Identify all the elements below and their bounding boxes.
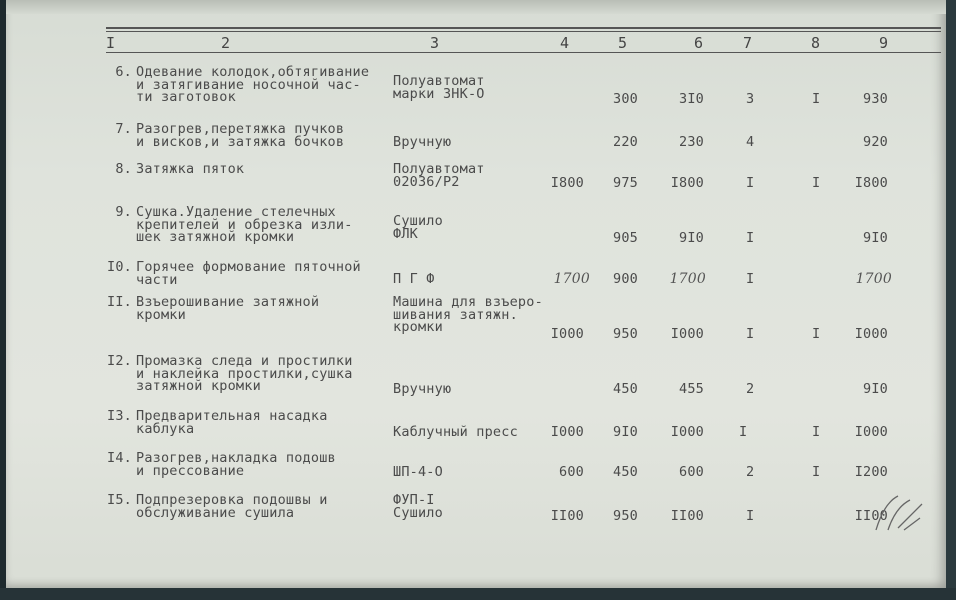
col-header-8: 8 (811, 34, 821, 52)
col7-value: I (746, 230, 755, 246)
equipment-text: П Г Ф (393, 271, 435, 287)
equipment-text: Сушило ФЛК (393, 213, 443, 242)
row-number: 9. (115, 204, 132, 220)
col9-value: 930 (863, 91, 888, 107)
col6-value: II00 (670, 508, 704, 524)
operation-text: Сушка.Удаление стелечных крепителей и обрезка изли- шек затяжной кромки (136, 204, 353, 245)
header-top-rule-2 (106, 31, 941, 32)
equipment-text: Полуавтомат 02036/Р2 (393, 161, 485, 190)
col5-value: 950 (613, 326, 638, 342)
row-number: I3. (107, 408, 132, 424)
col4-handwritten-value: 1700 (553, 271, 590, 287)
col-header-9: 9 (879, 34, 889, 52)
col6-value: I800 (670, 175, 704, 191)
col9-value: I000 (854, 326, 888, 342)
col7-value: I (746, 175, 755, 191)
row-number: 6. (115, 64, 132, 80)
operation-text: Разогрев,накладка подошв и прессование (136, 450, 336, 479)
equipment-text: ШП-4-О (393, 464, 443, 480)
header-bottom-rule (106, 52, 941, 53)
row-number: I0. (107, 259, 132, 275)
equipment-text: Машина для взъеро- шивания затяжн. кромки (393, 294, 543, 335)
col6-value: 3I0 (679, 91, 704, 107)
top-strip (6, 0, 946, 14)
col7-value: I (739, 424, 748, 440)
col9-value: 920 (863, 134, 888, 150)
col4-value: 600 (559, 464, 584, 480)
col6-value: 600 (679, 464, 704, 480)
equipment-text: Полуавтомат марки ЗНК-О (393, 73, 485, 102)
equipment-text: ФУП-I Сушило (393, 492, 443, 521)
background-edge-bottom (0, 588, 956, 600)
col5-value: 450 (613, 381, 638, 397)
col9-value: I000 (854, 424, 888, 440)
col7-value: I (746, 508, 755, 524)
col7-value: 4 (746, 134, 755, 150)
operation-text: Промазка следа и простилки и наклейка простилки,сушка затяжной кромки (136, 353, 353, 394)
col8-value: I (812, 464, 821, 480)
document-page (6, 0, 946, 588)
col5-value: 975 (613, 175, 638, 191)
col9-value: I200 (854, 464, 888, 480)
row-number: 8. (115, 161, 132, 177)
operation-text: Разогрев,перетяжка пучков и висков,и затяжка бочков (136, 121, 345, 150)
col7-value: I (746, 271, 755, 287)
col4-value: II00 (550, 508, 584, 524)
col5-value: 900 (613, 271, 638, 287)
row-number: I2. (107, 353, 132, 369)
col6-value: I000 (670, 326, 704, 342)
col6-value: 9I0 (679, 230, 704, 246)
col8-value: I (812, 326, 821, 342)
col8-value: I (812, 175, 821, 191)
operation-text: Предварительная насадка каблука (136, 408, 328, 437)
col-header-5: 5 (618, 34, 628, 52)
col9-handwritten-value: 1700 (855, 271, 892, 287)
equipment-text: Вручную (393, 381, 452, 397)
col-header-2: 2 (221, 34, 231, 52)
header-top-rule (106, 27, 941, 29)
col-header-7: 7 (743, 34, 753, 52)
equipment-text: Вручную (393, 134, 452, 150)
background-edge-right (946, 0, 956, 600)
row-number: I5. (107, 492, 132, 508)
col5-value: 9I0 (613, 424, 638, 440)
operation-text: Затяжка пяток (136, 161, 245, 177)
operation-text: Взъерошивание затяжной кромки (136, 294, 320, 323)
col-header-3: 3 (430, 34, 440, 52)
equipment-text: Каблучный пресс (393, 424, 518, 440)
col4-value: I000 (550, 424, 584, 440)
operation-text: Одевание колодок,обтягивание и затягивание носочной час- ти заготовок (136, 64, 370, 105)
col-header-6: 6 (694, 34, 704, 52)
col9-value: 9I0 (863, 230, 888, 246)
col8-value: I (812, 424, 821, 440)
row-number: I4. (107, 450, 132, 466)
col5-value: 950 (613, 508, 638, 524)
row-number: 7. (115, 121, 132, 137)
col6-value: I000 (670, 424, 704, 440)
col9-value: 9I0 (863, 381, 888, 397)
col8-value: I (812, 91, 821, 107)
col9-value: I800 (854, 175, 888, 191)
col5-value: 220 (613, 134, 638, 150)
operation-text: Подпрезеровка подошвы и обслуживание сушила (136, 492, 328, 521)
handwritten-mark-icon (868, 490, 928, 538)
col5-value: 300 (613, 91, 638, 107)
col6-value: 455 (679, 381, 704, 397)
col5-value: 905 (613, 230, 638, 246)
col-header-4: 4 (560, 34, 570, 52)
col7-value: 2 (746, 381, 755, 397)
col6-value: 230 (679, 134, 704, 150)
col9-value: II00 (854, 508, 888, 524)
col5-value: 450 (613, 464, 638, 480)
col6-handwritten-value: 1700 (669, 271, 706, 287)
row-number: II. (107, 294, 132, 310)
col4-value: I800 (550, 175, 584, 191)
col-header-1: I (106, 34, 116, 52)
col4-value: I000 (550, 326, 584, 342)
col7-value: 3 (746, 91, 755, 107)
col7-value: I (746, 326, 755, 342)
col7-value: 2 (746, 464, 755, 480)
operation-text: Горячее формование пяточной части (136, 259, 361, 288)
